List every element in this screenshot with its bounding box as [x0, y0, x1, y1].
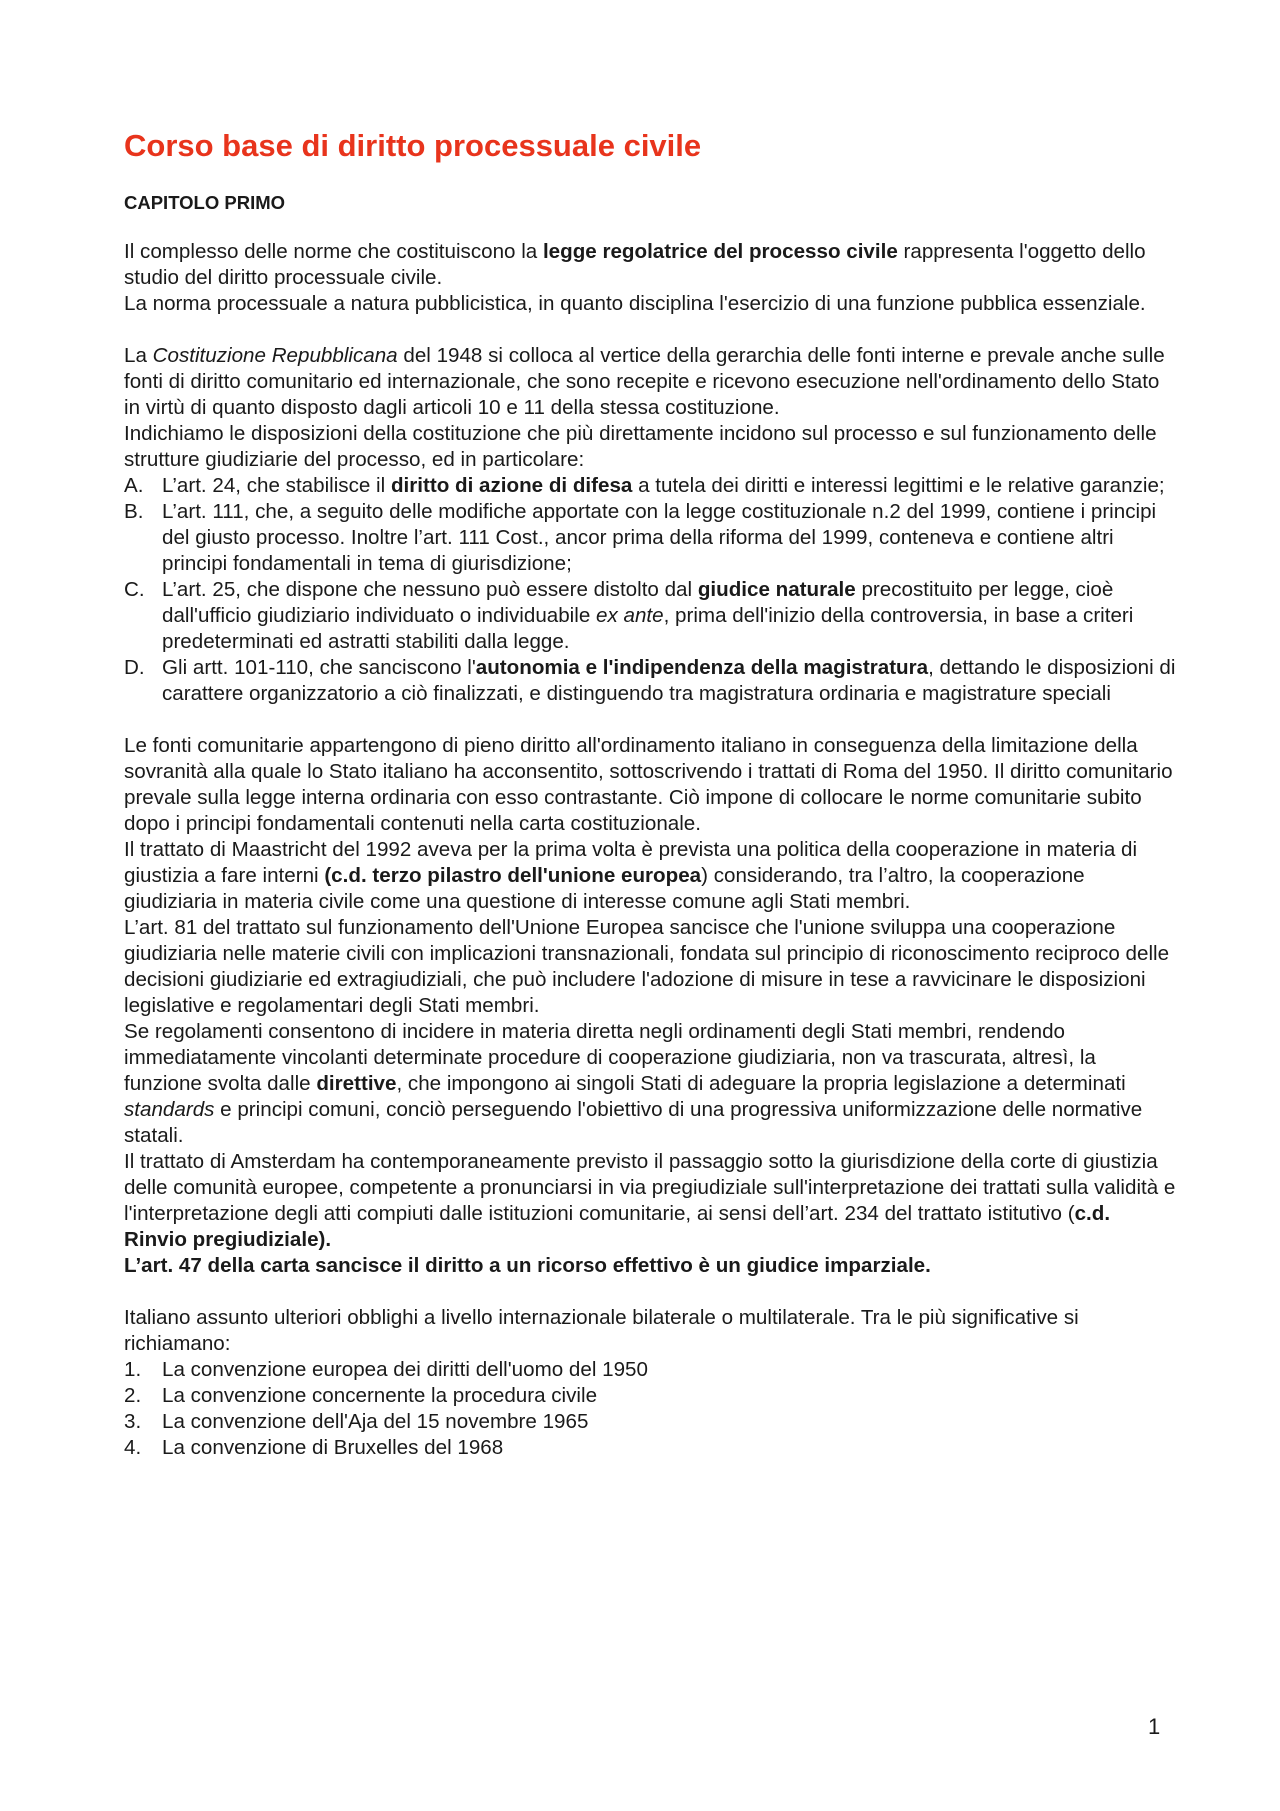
- text-run: , che impongono ai singoli Stati di adeguare la propria legislazione a determinati: [396, 1072, 1126, 1095]
- text-run: Il trattato di Amsterdam ha contemporaneamente previsto il passaggio sotto la giurisdizione della corte di giustizia delle comunità europee, competente a pronunciarsi in via pregiudiziale sull'interpretazione dei trattati sulla validità e l'interpretazione degli atti compiuti dalle istituzioni comunitarie, ai sensi dell’art. 234 del trattato istitutivo (: [124, 1150, 1176, 1225]
- list-item: [124, 577, 1176, 655]
- document-page: [124, 128, 1176, 1461]
- list-marker: 2.: [124, 1384, 142, 1407]
- text-run: e principi comuni, conciò perseguendo l'obiettivo di una progressiva uniformizzazione delle normative statali.: [124, 1098, 1143, 1147]
- text-run: Il complesso delle norme che costituiscono la: [124, 240, 543, 263]
- community-sources-paragraph: Le fonti comunitarie appartengono di pieno diritto all'ordinamento italiano in conseguenza della limitazione della sovranità alla quale lo Stato italiano ha acconsentito, sottoscrivendo i trattati di Roma del 1950. Il diritto comunitario prevale sulla legge interna ordinaria con esso contrastante. Ciò impone di collocare le norme comunitarie subito dopo i principi fondamentali contenuti nella carta costituzionale.: [124, 734, 1173, 835]
- provisions-intro: Indichiamo le disposizioni della costituzione che più direttamente incidono sul processo e sul funzionamento delle strutture giudiziarie del processo, ed in particolare:: [124, 422, 1157, 471]
- page-number: 1: [1148, 1714, 1161, 1739]
- text-run: La convenzione dell'Aja del 15 novembre 1965: [162, 1410, 589, 1433]
- text-run: Il trattato di Maastricht del 1992 aveva per la prima volta è prevista una politica della cooperazione in materia di giustizia a fare interni: [124, 838, 1138, 887]
- text-run: , dettando le disposizioni di carattere organizzatorio a ciò finalizzati, e distinguendo tra magistratura ordinaria e magistrature speciali: [162, 656, 1176, 705]
- intro-paragraph: [124, 239, 1176, 291]
- list-marker: D.: [124, 656, 145, 679]
- bold-sentence: L’art. 47 della carta sancisce il diritto a un ricorso effettivo è un giudice imparziale.: [124, 1254, 931, 1277]
- italic-term: standards: [124, 1098, 215, 1121]
- text-run: La convenzione concernente la procedura civile: [162, 1384, 598, 1407]
- list-item: [124, 473, 1176, 499]
- list-item: [124, 1383, 1176, 1409]
- constitution-paragraph: [124, 343, 1176, 421]
- amsterdam-paragraph: [124, 1149, 1176, 1253]
- intro-paragraph-2: La norma processuale a natura pubblicistica, in quanto disciplina l'esercizio di una funzione pubblica essenziale.: [124, 292, 1146, 315]
- paragraph-gap: [124, 707, 1176, 733]
- text-run: L’art. 111, che, a seguito delle modifiche apportate con la legge costituzionale n.2 del 1999, contiene i principi del giusto processo. Inoltre l’art. 111 Cost., ancor prima della riforma del 1999, conteneva e contiene altri principi fondamentali in tema di giurisdizione;: [162, 500, 1157, 575]
- international-obligations-paragraph: Italiano assunto ulteriori obblighi a livello internazionale bilaterale o multilaterale. Tra le più significative si richiamano:: [124, 1306, 1079, 1355]
- bold-term: autonomia e l'indipendenza della magistratura: [475, 656, 929, 679]
- list-item: [124, 499, 1176, 577]
- text-run: rappresenta l'oggetto dello studio del diritto processuale civile.: [124, 240, 1146, 289]
- text-run: La convenzione di Bruxelles del 1968: [162, 1436, 504, 1459]
- italic-term: ex ante: [596, 604, 664, 627]
- text-run: ) considerando, tra l’altro, la cooperazione giudiziaria in materia civile come una questione di interesse comune agli Stati membri.: [124, 864, 1085, 913]
- bold-term: legge regolatrice del processo civile: [542, 240, 898, 263]
- text-run: del 1948 si colloca al vertice della gerarchia delle fonti interne e prevale anche sulle fonti di diritto comunitario ed internazionale, che sono recepite e ricevono esecuzione nell'ordinamento dello Stato in virtù di quanto disposto dagli articoli 10 e 11 della stessa costituzione.: [124, 344, 1165, 419]
- constitution-provisions-list: [124, 473, 1176, 707]
- text-run: L’art. 25, che dispone che nessuno può essere distolto dal: [162, 578, 698, 601]
- paragraph-gap: [124, 317, 1176, 343]
- regulations-paragraph: [124, 1019, 1176, 1149]
- text-run: Se regolamenti consentono di incidere in materia diretta negli ordinamenti degli Stati membri, rendendo immediatamente vincolanti determinate procedure di cooperazione giudiziaria, non va trascurata, altresì, la funzione svolta dalle: [124, 1020, 1096, 1095]
- list-item: [124, 1435, 1176, 1461]
- list-marker: A.: [124, 474, 144, 497]
- text-run: precostituito per legge, cioè dall'ufficio giudiziario individuato o individuabile: [162, 578, 1114, 627]
- list-marker: B.: [124, 500, 144, 523]
- text-run: a tutela dei diritti e interessi legittimi e le relative garanzie;: [632, 474, 1165, 497]
- list-marker: 4.: [124, 1436, 142, 1459]
- maastricht-paragraph: [124, 837, 1176, 915]
- text-run: La: [124, 344, 153, 367]
- art47-paragraph: [124, 1253, 1176, 1279]
- conventions-list: [124, 1357, 1176, 1461]
- list-marker: C.: [124, 578, 145, 601]
- text-run: Gli artt. 101-110, che sanciscono l': [162, 656, 476, 679]
- bold-term: direttive: [316, 1072, 397, 1095]
- text-run: L’art. 24, che stabilisce il: [162, 474, 391, 497]
- art81-paragraph: L’art. 81 del trattato sul funzionamento dell'Unione Europea sancisce che l'unione sviluppa una cooperazione giudiziaria nelle materie civili con implicazioni transnazionali, fondata sul principio di riconoscimento reciproco delle decisioni giudiziarie ed extragiudiziali, che può includere l'adozione di misure in tese a ravvicinare le disposizioni legislative e regolamentari degli Stati membri.: [124, 916, 1170, 1017]
- document-title: Corso base di diritto processuale civile: [124, 128, 702, 163]
- bold-term: (c.d. terzo pilastro dell'unione europea: [324, 864, 702, 887]
- list-item: [124, 1357, 1176, 1383]
- list-marker: 1.: [124, 1358, 142, 1381]
- chapter-heading: CAPITOLO PRIMO: [124, 192, 286, 213]
- bold-term: c.d. Rinvio pregiudiziale).: [124, 1202, 1111, 1251]
- text-run: La convenzione europea dei diritti dell'uomo del 1950: [162, 1358, 648, 1381]
- italic-term: Costituzione Repubblicana: [152, 344, 398, 367]
- list-item: [124, 1409, 1176, 1435]
- bold-term: giudice naturale: [697, 578, 856, 601]
- text-run: , prima dell'inizio della controversia, in base a criteri predeterminati ed astratti stabiliti dalla legge.: [162, 604, 1134, 653]
- list-marker: 3.: [124, 1410, 142, 1433]
- paragraph-gap: [124, 1279, 1176, 1305]
- bold-term: diritto di azione di difesa: [390, 474, 633, 497]
- list-item: [124, 655, 1176, 707]
